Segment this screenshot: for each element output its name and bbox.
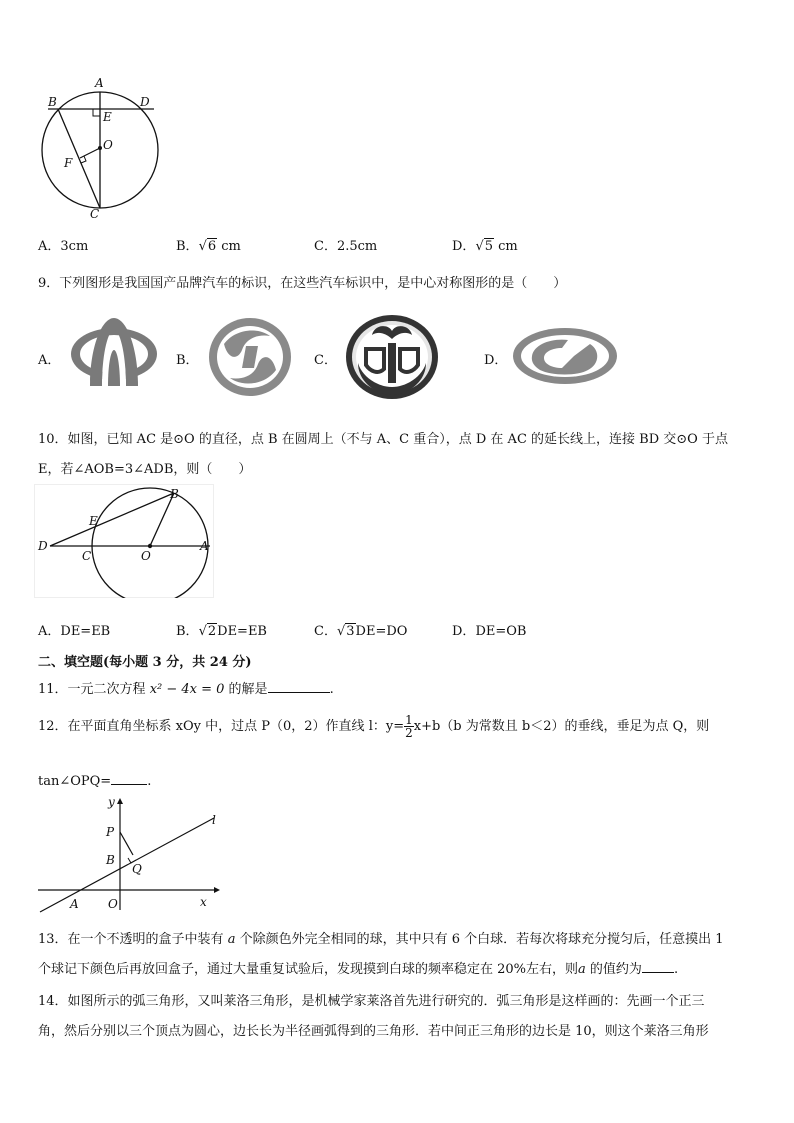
q14-line2: 角，然后分别以三个顶点为圆心，边长长为半径画弧得到的三角形．若中间正三角形的边长是 10，则这个莱洛三角形 xyxy=(38,1024,709,1039)
label-O: O xyxy=(103,138,113,152)
label-D: D xyxy=(38,539,48,553)
label-A: A xyxy=(70,897,79,911)
q10-option-a[interactable]: A．DE=EB xyxy=(38,624,111,639)
label-x: x xyxy=(200,895,207,909)
sqrt-sign: √ xyxy=(198,624,207,639)
q12-coordinate-figure xyxy=(34,792,224,914)
q13-answer-blank[interactable] xyxy=(642,960,674,973)
label-C: C xyxy=(90,207,100,221)
q8-circle-figure xyxy=(36,76,164,222)
q8-option-a[interactable]: A．3cm xyxy=(38,239,89,254)
q11-stem: 11．一元二次方程 x² − 4x = 0 的解是 . xyxy=(38,682,334,697)
car-logo-arch-icon xyxy=(68,316,160,388)
label-B: B xyxy=(170,487,179,501)
label-B: B xyxy=(106,853,115,867)
q10-circle-figure xyxy=(34,484,214,598)
q12-fraction: $\frac{1}{2}$ xyxy=(405,713,413,740)
q8-option-d[interactable]: D．√5 cm xyxy=(452,239,518,254)
q9-option-d-letter[interactable]: D． xyxy=(484,353,508,368)
q9-stem: 9．下列图形是我国国产品牌汽车的标识，在这些汽车标识中，是中心对称图形的是（ ） xyxy=(38,276,567,291)
q11-equation: x² − 4x = 0 xyxy=(149,682,225,697)
label-E: E xyxy=(103,110,112,124)
q12-line2: tan∠OPQ= . xyxy=(38,774,152,789)
car-logo-oval-icon xyxy=(512,326,618,386)
q10-option-b[interactable]: B．√2DE=EB xyxy=(176,624,267,639)
label-O: O xyxy=(108,897,118,911)
label-P: P xyxy=(106,825,115,839)
q10-stem-line2: E，若∠AOB=3∠ADB，则（ ） xyxy=(38,462,252,477)
label-Q: Q xyxy=(132,862,142,876)
label-E: E xyxy=(89,514,98,528)
sqrt-sign: √ xyxy=(198,239,207,254)
q12-answer-blank[interactable] xyxy=(111,772,147,785)
section-heading: 二、填空题(每小题 3 分，共 24 分) xyxy=(38,655,252,670)
q14-line1: 14．如图所示的弧三角形，又叫莱洛三角形，是机械学家莱洛首先进行研究的．弧三角形是这样画的：先画一个正三 xyxy=(38,994,705,1009)
q11-answer-blank[interactable] xyxy=(268,680,330,693)
q9-option-a-letter[interactable]: A． xyxy=(38,353,61,368)
label-y: y xyxy=(108,795,115,809)
q10-option-c[interactable]: C．√3DE=DO xyxy=(314,624,408,639)
label-A: A xyxy=(95,76,104,90)
sqrt-sign: √ xyxy=(475,239,484,254)
q13-line2: 个球记下颜色后再放回盒子，通过大量重复试验后，发现摸到白球的频率稳定在 20%左右，则a 的值约为 . xyxy=(38,962,679,977)
label-C: C xyxy=(82,549,92,563)
car-logo-ornate-icon xyxy=(344,313,440,401)
q10-option-d[interactable]: D．DE=OB xyxy=(452,624,527,639)
label-A: A xyxy=(200,539,209,553)
car-logo-swirl-icon xyxy=(206,316,294,398)
sqrt-sign: √ xyxy=(336,624,346,639)
label-l: l xyxy=(212,813,216,827)
label-B: B xyxy=(48,95,57,109)
q12-stem: 12．在平面直角坐标系 xOy 中，过点 P（0，2）作直线 l：y= $\frac{1}{2}$ x+b（b 为常数且 b＜2）的垂线，垂足为点 Q，则 xyxy=(38,713,710,740)
q9-option-c-letter[interactable]: C． xyxy=(314,353,337,368)
q10-stem-line1: 10．如图，已知 AC 是⊙O 的直径，点 B 在圆周上（不与 A、C 重合），点 D 在 AC 的延长线上，连接 BD 交⊙O 于点 xyxy=(38,432,728,447)
q9-option-b-letter[interactable]: B． xyxy=(176,353,199,368)
label-O: O xyxy=(141,549,151,563)
label-F: F xyxy=(64,156,73,170)
q8-option-c[interactable]: C．2.5cm xyxy=(314,239,378,254)
label-D: D xyxy=(140,95,150,109)
q13-line1: 13．在一个不透明的盒子中装有 a 个除颜色外完全相同的球，其中只有 6 个白球．若每次将球充分搅匀后，任意摸出 1 xyxy=(38,932,724,947)
q8-option-b[interactable]: B．√6 cm xyxy=(176,239,241,254)
